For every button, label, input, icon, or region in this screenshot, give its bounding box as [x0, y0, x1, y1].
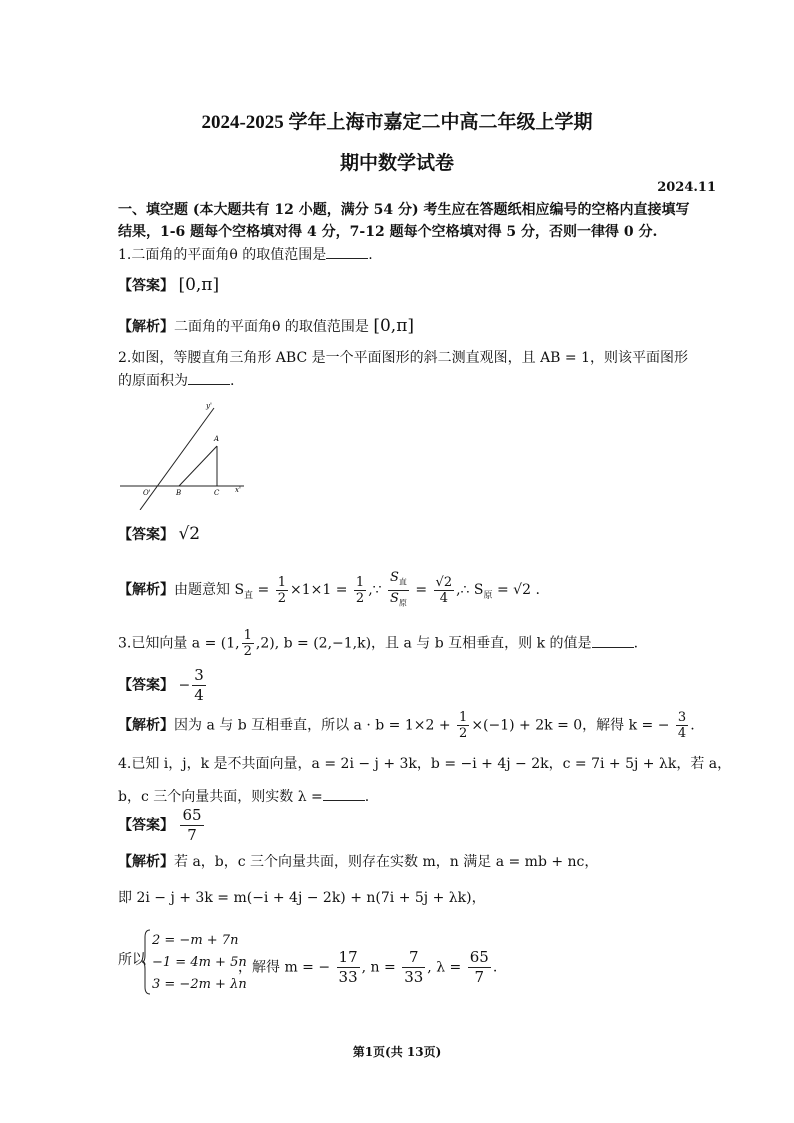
denominator: 4 [439, 590, 448, 606]
fraction-half-2: $\frac{1}{2}$ [355, 574, 365, 606]
denominator: 4 [194, 686, 204, 704]
question-1-text: 1.二面角的平面角θ 的取值范围是 [118, 247, 327, 263]
answer-blank [188, 370, 230, 385]
label-b: B [176, 489, 182, 497]
minus-sign: − [178, 677, 191, 694]
q1-analysis-text: 二面角的平面角θ 的取值范围是 [174, 319, 369, 335]
equation-row: 3 = −2m + λn [152, 977, 247, 992]
q3-answer-fraction [192, 666, 206, 705]
label-o: O' [143, 489, 151, 497]
numerator: 3 [194, 666, 204, 684]
lambda-fraction [468, 948, 491, 987]
question-4-line2-text: b，c 三个向量共面，则实数 λ = [118, 789, 323, 805]
q1-answer-value: [0,π] [178, 275, 220, 295]
q4-analysis-line1-text: 若 a，b，c 三个向量共面，则存在实数 m，n 满足 a = mb + nc， [174, 854, 599, 870]
label-a: A [214, 435, 220, 443]
oblique-projection-figure [118, 400, 258, 510]
m-fraction [337, 948, 360, 987]
q3-analysis [118, 710, 695, 741]
period: . [690, 717, 695, 734]
subscript: 直 [244, 590, 254, 601]
equation-row: 2 = −m + 7n [152, 933, 239, 948]
n-text: , n = [361, 959, 396, 976]
fraction-area-ratio: $\frac{S_直}{S_原}$ [390, 570, 407, 608]
q3-analysis-part2: ×(−1) + 2k = 0，解得 k = − [471, 717, 670, 734]
analysis-tag: 【解析】 [118, 582, 174, 599]
question-2-line2-text: 的原面积为 [118, 373, 188, 389]
denominator: 7 [474, 968, 485, 986]
title-line2: 期中数学试卷 [339, 153, 454, 174]
question-3-part1: 3.已知向量 a = (1, [118, 635, 240, 652]
analysis-tag: 【解析】 [118, 319, 174, 335]
fraction-half: $\frac{1}{2}$ [243, 628, 252, 659]
q2-analysis: 【解析】由题意知 $S_直$ = $\frac{1}{2}$ ×1×1 = $\frac{1}{2}$ ,∵ $\frac{S_直}{S_原}$ = $\frac{√2}{4}$ ,∴ $S_原 = √2$ . [118, 570, 540, 610]
label-c: C [214, 489, 220, 497]
numerator: 65 [469, 948, 489, 966]
question-4-line1: 4.已知 i，j，k 是不共面向量，a = 2i − j + 3k，b = −i + 4j − 2k，c = 7i + 5j + λk，若 a， [118, 756, 732, 772]
label-y: y' [206, 402, 212, 410]
analysis-tag: 【解析】 [118, 717, 174, 734]
period: . [492, 959, 498, 976]
page-footer: 第1页(共 13页) [352, 1045, 442, 1059]
numerator: 17 [338, 948, 358, 966]
answer-tag: 【答案】 [118, 817, 174, 834]
solve-prefix: ，解得 m = − [238, 959, 331, 976]
q3-analysis-part1: 因为 a 与 b 互相垂直，所以 a · b = 1×2 + [174, 717, 451, 734]
answer-tag: 【答案】 [118, 677, 174, 694]
denominator: 33 [404, 968, 424, 986]
answer-blank [323, 786, 365, 801]
question-2-line1: 2.如图，等腰直角三角形 ABC 是一个平面图形的斜二测直观图，且 AB = 1，则该平面图形 [118, 350, 689, 366]
denominator: 7 [187, 826, 197, 844]
q1-analysis [118, 316, 414, 337]
label-x: x' [235, 486, 241, 494]
question-3: 3.已知向量 a = (1, $\frac{1}{2}$ ,2), b = (2,−1,k)，且 a 与 b 互相垂直，则 k 的值是 . [118, 628, 639, 659]
question-2-line2: 的原面积为 . [118, 370, 234, 391]
numerator: √2 [435, 574, 453, 590]
equation-system [152, 930, 247, 996]
subscript: 原 [483, 590, 493, 601]
q1-analysis-value: [0,π] [373, 316, 415, 336]
answer-tag: 【答案】 [118, 527, 174, 543]
q2-answer [118, 524, 200, 545]
fraction-three-quarters: $\frac{3}{4}$ [677, 710, 687, 741]
because-symbol: ,∵ [368, 582, 382, 599]
answer-blank [326, 244, 368, 259]
subscript: 直 [398, 577, 407, 587]
equation-row: −1 = 4m + 5n [152, 955, 247, 970]
numerator: 65 [182, 806, 202, 824]
q2-answer-value: √2 [178, 524, 201, 544]
triangle-side-ab [179, 446, 217, 486]
question-1: 1.二面角的平面角θ 的取值范围是 . [118, 244, 373, 265]
q4-answer [118, 806, 206, 845]
subscript: 原 [398, 598, 407, 608]
analysis-tag: 【解析】 [118, 854, 174, 870]
q4-solution [238, 948, 497, 987]
system-brace [141, 929, 151, 995]
therefore-text: ,∴ S [456, 582, 484, 599]
answer-tag: 【答案】 [118, 278, 174, 294]
q1-answer [118, 275, 219, 296]
n-fraction [402, 948, 425, 987]
q4-answer-fraction [180, 806, 203, 845]
numerator: 7 [402, 948, 425, 968]
answer-blank [592, 633, 634, 648]
title-line1: 2024-2025 学年上海市嘉定二中高二年级上学期 [201, 112, 593, 133]
section-intro-line2: 结果，1-6 题每个空格填对得 4 分，7-12 题每个空格填对得 5 分，否则一律得 0 分. [118, 224, 658, 240]
q4-analysis-line2: 即 2i − j + 3k = m(−i + 4j − 2k) + n(7i + 5j + λk)， [118, 890, 486, 906]
exam-date: 2024.11 [657, 180, 716, 195]
fraction-half: $\frac{1}{2}$ [277, 574, 286, 606]
section-intro-line1: 一、填空题 (本大题共有 12 小题，满分 54 分) 考生应在答题纸相应编号的空格内直接填写 [118, 202, 690, 218]
question-4-line2: b，c 三个向量共面，则实数 λ = . [118, 786, 369, 807]
question-3-part2: ,2), b = (2,−1,k)，且 a 与 b 互相垂直，则 k 的值是 [255, 635, 592, 652]
q4-analysis-line1 [118, 852, 598, 872]
q2-analysis-end: = √2 . [496, 582, 540, 599]
q2-analysis-text: 由题意知 S [174, 582, 245, 599]
lambda-text: , λ = [427, 959, 462, 976]
fraction-sqrt2-4 [434, 575, 455, 606]
q3-answer [118, 666, 208, 705]
q4-analysis-prefix: 所以 [118, 952, 146, 968]
denominator: 33 [338, 968, 358, 986]
q2-analysis-eq: ×1×1 = [289, 582, 348, 599]
fraction-half: $\frac{1}{2}$ [459, 710, 468, 741]
